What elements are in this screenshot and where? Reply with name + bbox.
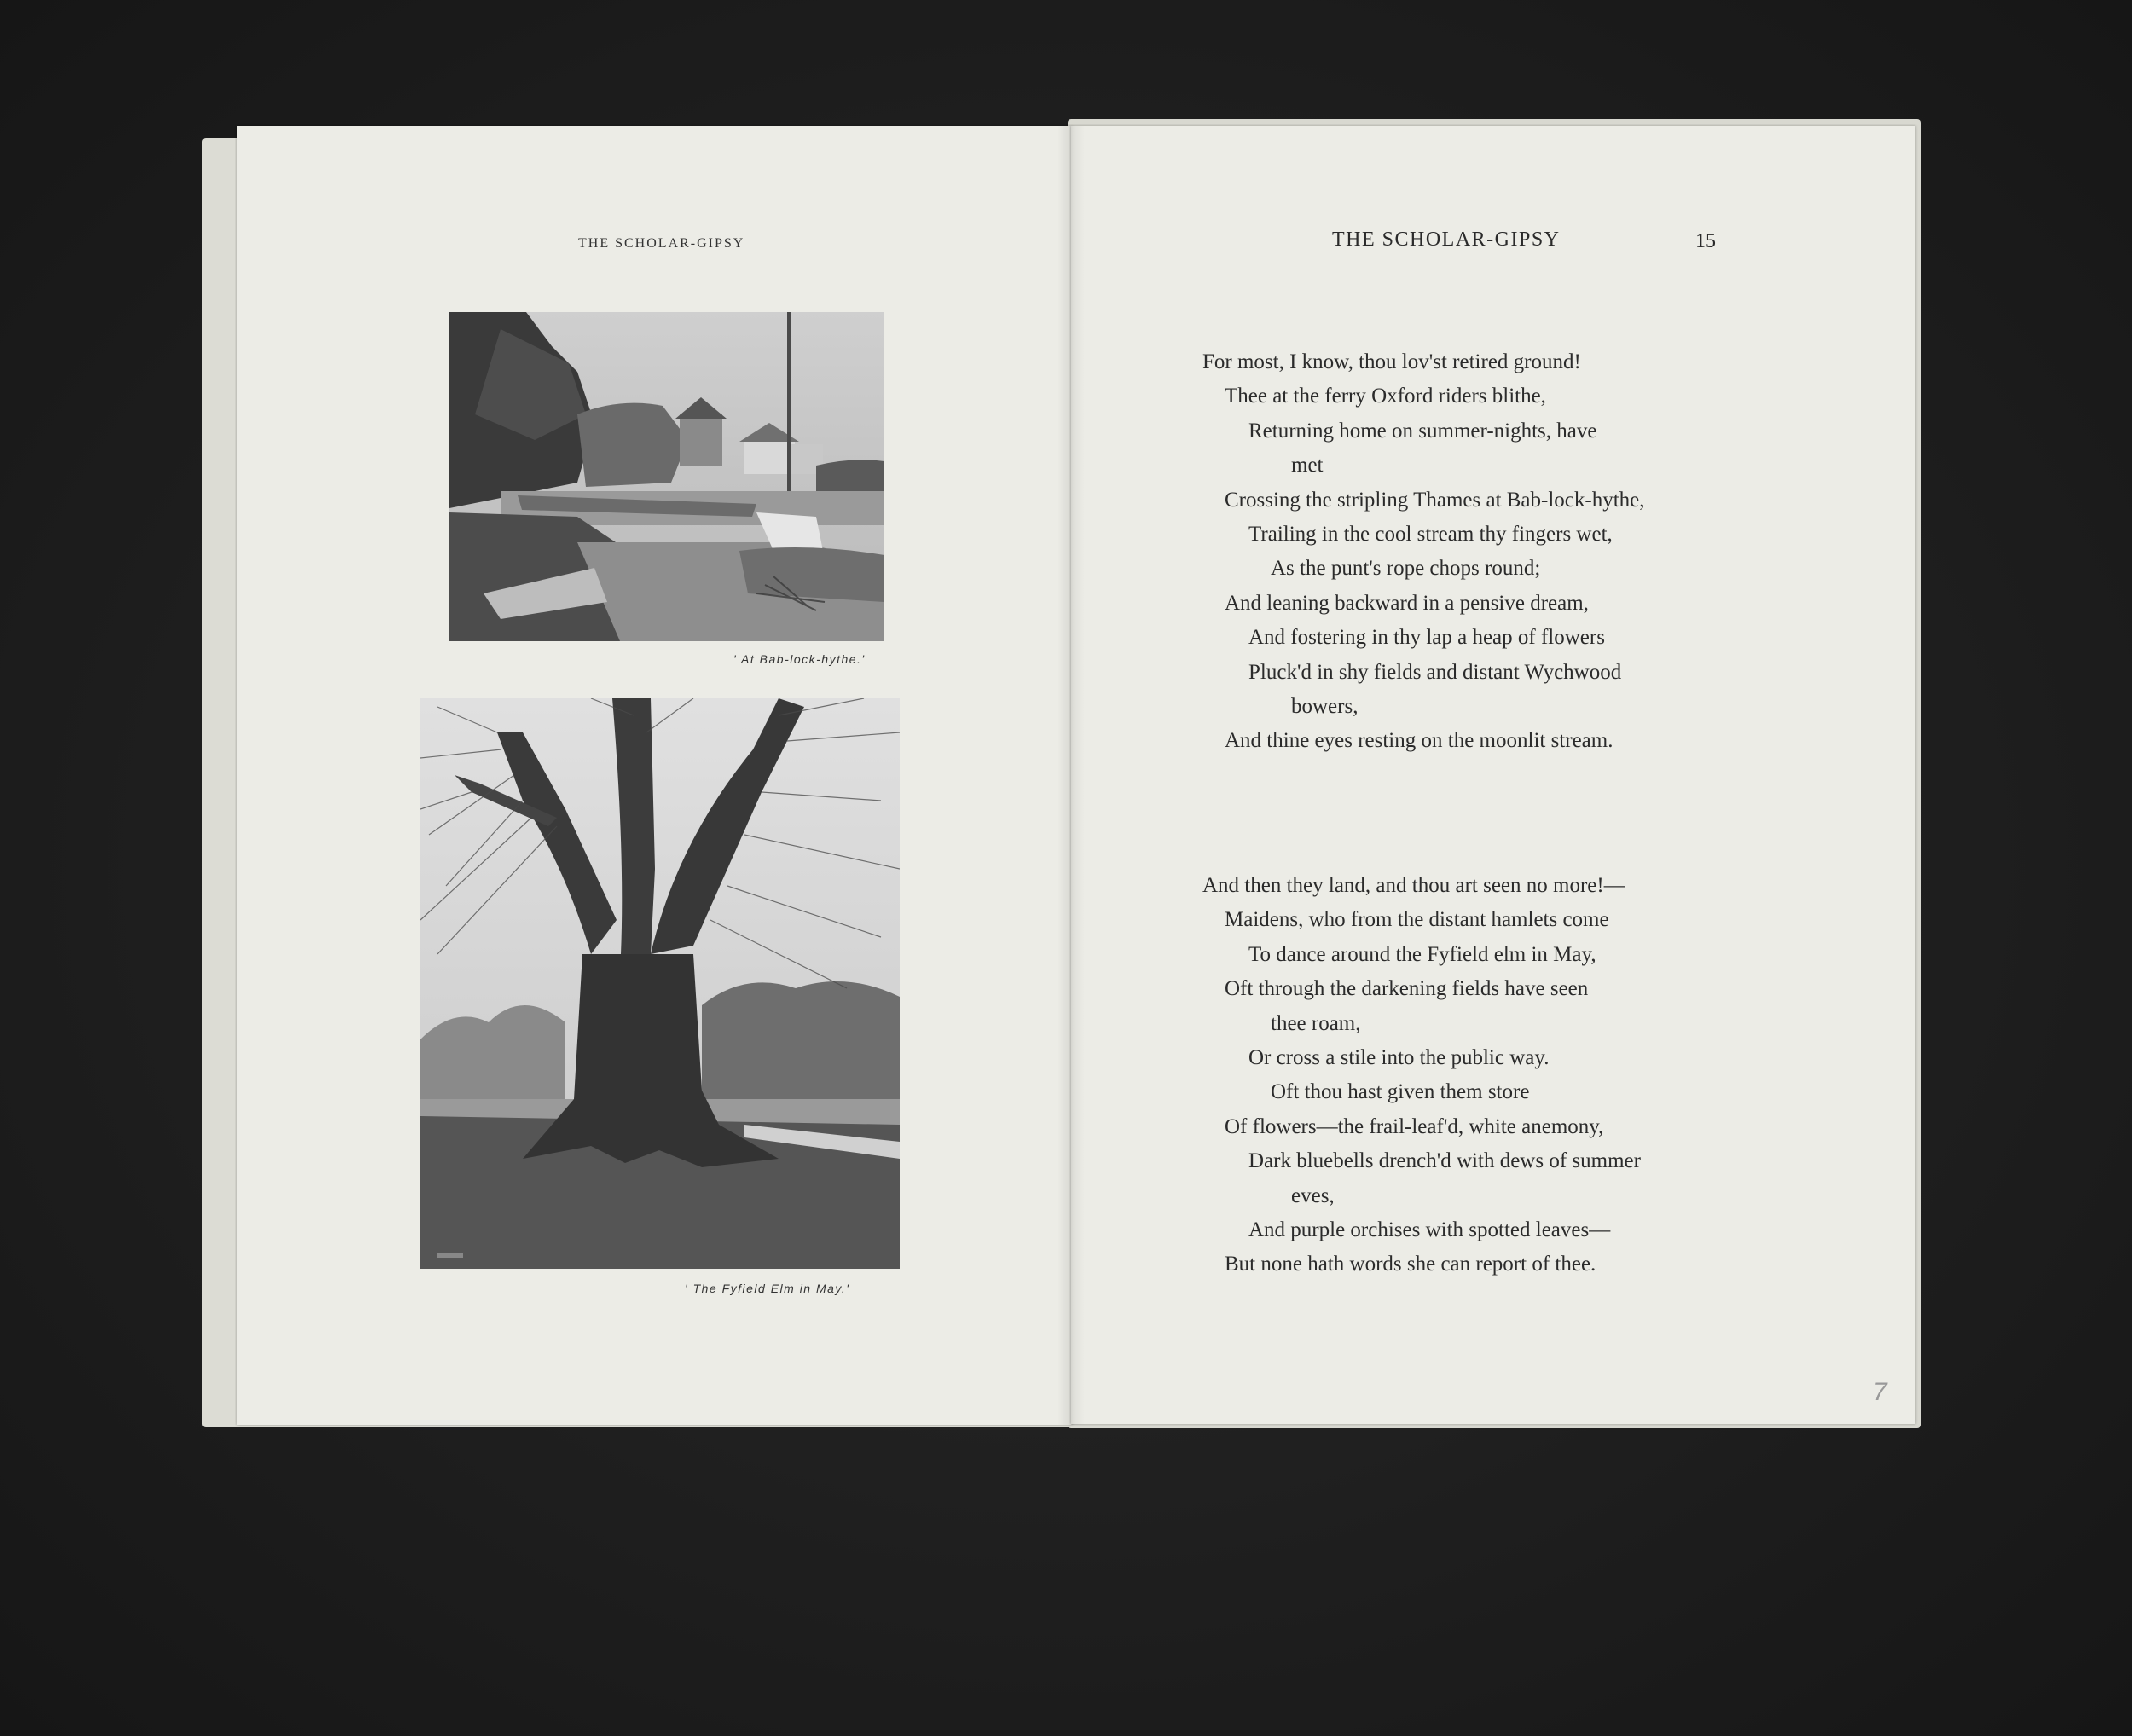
verse-line: Trailing in the cool stream thy fingers wet, — [1248, 522, 1613, 546]
verse-line: Pluck'd in shy fields and distant Wychwood — [1248, 660, 1622, 684]
verse-line: Or cross a stile into the public way. — [1248, 1045, 1550, 1069]
elm-photo-caption: ' The Fyfield Elm in May.' — [685, 1282, 850, 1295]
verse-line: But none hath words she can report of thee. — [1225, 1253, 1596, 1276]
verse-line: And purple orchises with spotted leaves— — [1248, 1218, 1611, 1241]
verse-line: bowers, — [1291, 694, 1359, 718]
stanza-1 — [1202, 345, 1645, 759]
verse-line: Dark bluebells drench'd with dews of summer — [1248, 1149, 1641, 1173]
verse-line: And leaning backward in a pensive dream, — [1225, 591, 1589, 615]
verse-line: met — [1291, 454, 1324, 477]
page-number: 15 — [1695, 230, 1716, 252]
verse-line: eves, — [1291, 1183, 1335, 1207]
elm-photo-image — [420, 698, 900, 1269]
book-gutter — [1057, 126, 1085, 1425]
verse-line: Crossing the stripling Thames at Bab-lock-hythe, — [1225, 488, 1645, 512]
ferry-photo-image — [449, 312, 884, 641]
left-running-head: THE SCHOLAR-GIPSY — [578, 236, 745, 251]
verse-line: Of flowers—the frail-leaf'd, white anemony, — [1225, 1114, 1604, 1138]
elm-photograph — [420, 698, 900, 1269]
verse-line: As the punt's rope chops round; — [1271, 557, 1541, 581]
verse-line: Returning home on summer-nights, have — [1248, 419, 1597, 443]
verse-line: Thee at the ferry Oxford riders blithe, — [1225, 385, 1546, 408]
verse-line: Maidens, who from the distant hamlets come — [1225, 908, 1609, 932]
verse-line: And thine eyes resting on the moonlit stream. — [1225, 729, 1613, 753]
pencil-mark: 7 — [1873, 1378, 1887, 1406]
verse-line: And fostering in thy lap a heap of flowers — [1248, 626, 1605, 650]
verse-line: And then they land, and thou art seen no more!— — [1202, 874, 1625, 897]
verse-line: Oft through the darkening fields have seen — [1225, 977, 1589, 1001]
verse-line: For most, I know, thou lov'st retired ground! — [1202, 350, 1581, 373]
right-running-head: THE SCHOLAR-GIPSY — [1332, 229, 1561, 251]
verse-line: thee roam, — [1271, 1011, 1361, 1035]
ferry-photo-caption: ' At Bab-lock-hythe.' — [733, 652, 866, 666]
stanza-2 — [1202, 869, 1641, 1282]
verse-line: To dance around the Fyfield elm in May, — [1248, 942, 1596, 966]
verse-line: Oft thou hast given them store — [1271, 1080, 1530, 1104]
ferry-photograph — [449, 312, 884, 641]
